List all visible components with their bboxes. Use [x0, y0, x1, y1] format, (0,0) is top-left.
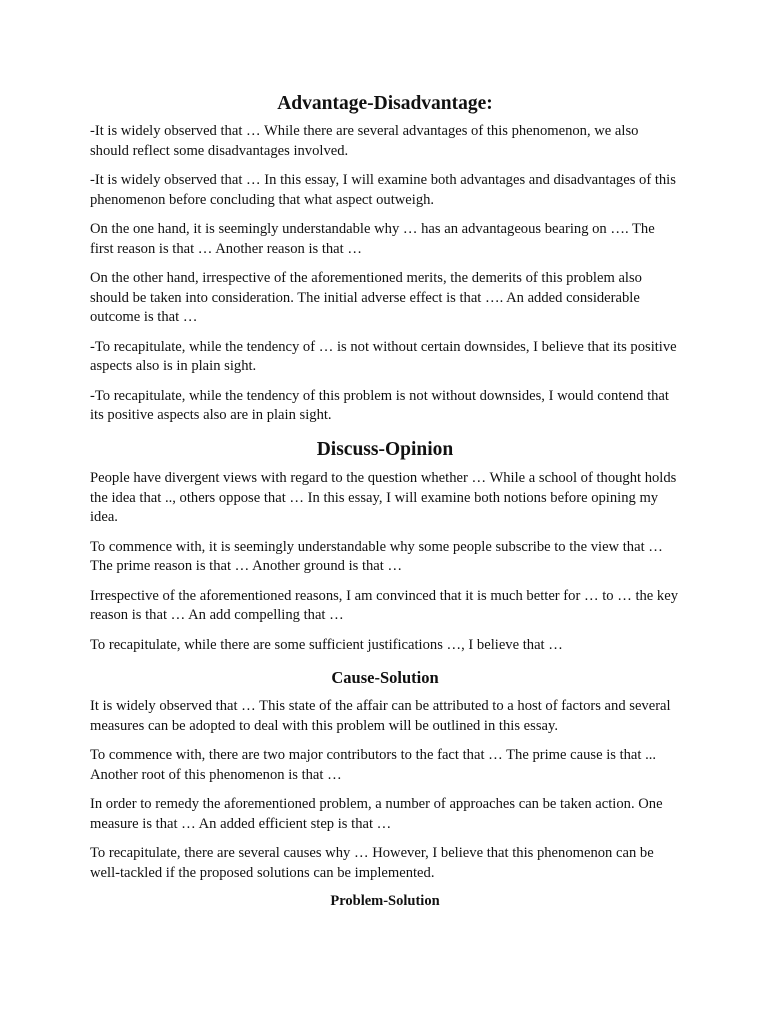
- paragraph: -It is widely observed that … While there are several advantages of this phenomenon, we also should reflect some disadvantages involved.: [90, 123, 639, 159]
- paragraph: -To recapitulate, while the tendency of this problem is not without downsides, I would contend that its positive aspects also are in plain sight.: [90, 387, 669, 424]
- paragraph: -To recapitulate, while the tendency of … is not without certain downsides, I believe that its positive aspects also is in plain sight.: [90, 338, 677, 375]
- paragraph: It is widely observed that … This state of the affair can be attributed to a host of factors and several measures can be adopted to deal with this problem will be outlined in this essay.: [90, 698, 671, 734]
- paragraph: To recapitulate, there are several causes why … However, I believe that this phenomenon can be well-tackled if the proposed solutions can be implemented.: [90, 845, 654, 881]
- paragraph: On the other hand, irrespective of the aforementioned merits, the demerits of this problem also should be taken into consideration. The initial adverse effect is that …. An added considerable outcome is that …: [90, 270, 642, 326]
- section-heading-discuss-opinion: Discuss-Opinion: [316, 438, 454, 460]
- section-heading-cause-solution: Cause-Solution: [331, 668, 439, 688]
- paragraph: -It is widely observed that … In this essay, I will examine both advantages and disadvantages of this phenomenon before concluding that what aspect outweigh.: [90, 172, 676, 208]
- paragraph: To recapitulate, while there are some sufficient justifications …, I believe that …: [90, 636, 563, 653]
- paragraph: In order to remedy the aforementioned problem, a number of approaches can be taken action. One measure is that … An added efficient step is that …: [90, 796, 663, 832]
- paragraph: People have divergent views with regard to the question whether … While a school of thought holds the idea that .., others oppose that … In this essay, I will examine both notions before opining my idea.: [90, 470, 677, 526]
- section-heading-problem-solution: Problem-Solution: [330, 893, 440, 910]
- paragraph: Irrespective of the aforementioned reasons, I am convinced that it is much better for … to … the key reason is that … An add compelling that …: [90, 587, 679, 624]
- document-page: [90, 92, 680, 910]
- section-heading-advantage-disadvantage: Advantage-Disadvantage:: [277, 93, 493, 114]
- paragraph: On the one hand, it is seemingly understandable why … has an advantageous bearing on …. The first reason is that … Another reason is that …: [90, 221, 655, 257]
- paragraph: To commence with, it is seemingly understandable why some people subscribe to the view that … The prime reason is that … Another ground is that …: [90, 538, 663, 575]
- paragraph: To commence with, there are two major contributors to the fact that … The prime cause is that ... Another root of this phenomenon is that …: [90, 747, 657, 783]
